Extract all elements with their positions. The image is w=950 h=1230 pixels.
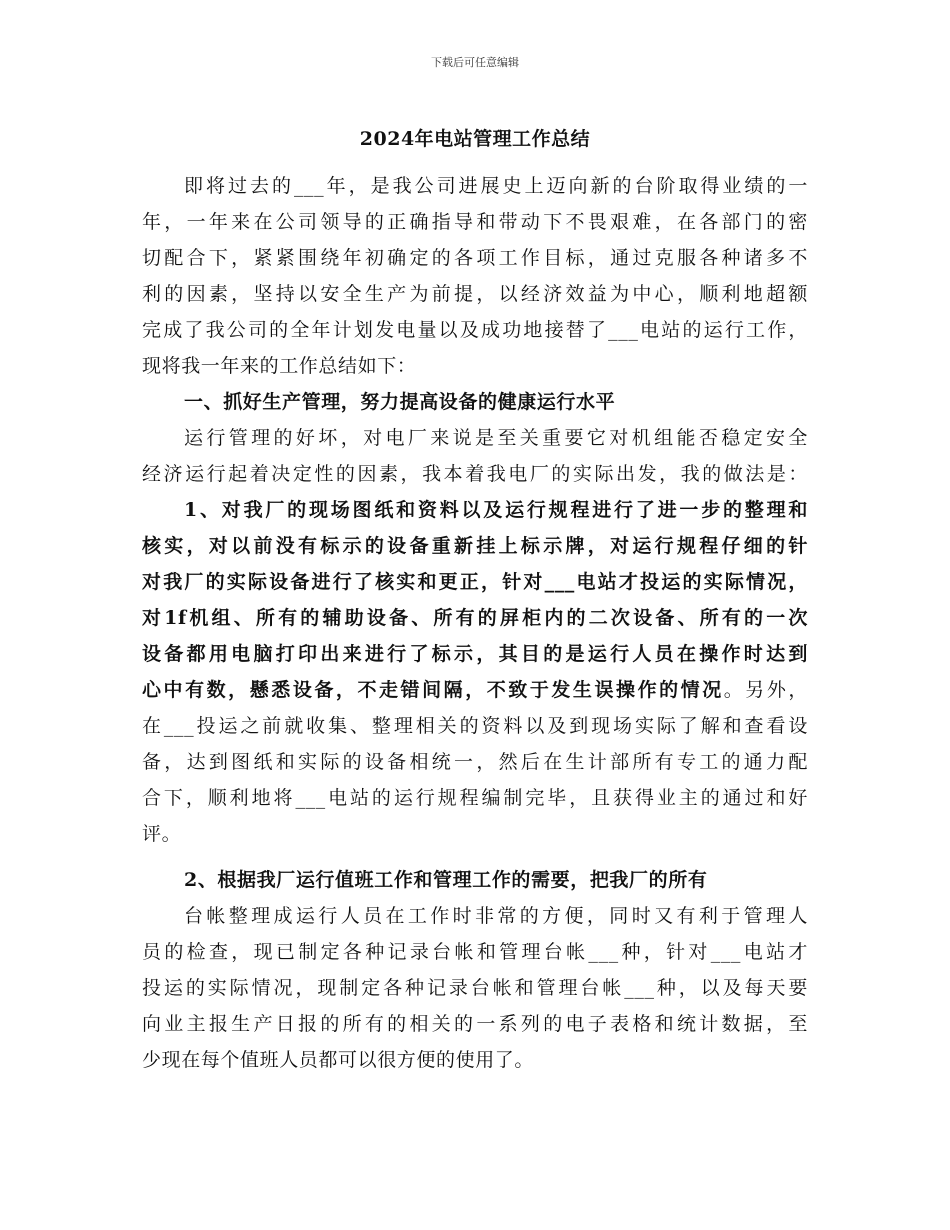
paragraph-line: 利的因素，坚持以安全生产为前提，以经济效益为中心，顺利地超额 <box>142 283 808 305</box>
paragraph-line: 在___投运之前就收集、整理相关的资料以及到现场实际了解和查看设 <box>142 715 808 737</box>
paragraph-line: 少现在每个值班人员都可以很方便的使用了。 <box>142 1049 535 1071</box>
paragraph-gap <box>142 852 808 862</box>
bold-paragraph-line: 核实，对以前没有标示的设备重新挂上标示牌，对运行规程仔细的针 <box>142 535 808 557</box>
paragraph-line: 员的检查，现已制定各种记录台帐和管理台帐___种，针对___电站才 <box>142 941 808 963</box>
paragraph-line: 投运的实际情况，现制定各种记录台帐和管理台帐___种，以及每天要 <box>142 977 808 999</box>
section-heading: 2、根据我厂运行值班工作和管理工作的需要，把我厂的所有 <box>184 869 708 891</box>
bold-paragraph-line: 对1f机组、所有的辅助设备、所有的屏柜内的二次设备、所有的一次 <box>142 607 808 629</box>
paragraph-line: 切配合下，紧紧围绕年初确定的各项工作目标，通过克服各种诸多不 <box>142 247 808 269</box>
paragraph-line: 合下，顺利地将___电站的运行规程编制完毕，且获得业主的通过和好 <box>142 787 808 809</box>
section-heading: 一、抓好生产管理，努力提高设备的健康运行水平 <box>184 391 616 413</box>
paragraph-line: 现将我一年来的工作总结如下： <box>142 355 417 377</box>
bold-text-segment: 心中有数，懸悉设备，不走错间隔，不致于发生误操作的情况 <box>142 679 724 701</box>
paragraph-line: 备，达到图纸和实际的设备相统一，然后在生计部所有专工的通力配 <box>142 751 808 773</box>
bold-paragraph-line: 1、对我厂的现场图纸和资料以及运行规程进行了进一步的整理和 <box>184 499 808 521</box>
paragraph-line: 经济运行起着决定性的因素，我本着我电厂的实际出发，我的做法是： <box>142 463 808 485</box>
download-note: 下载后可任意编辑 <box>431 56 519 69</box>
document-title: 2024年电站管理工作总结 <box>359 128 591 150</box>
paragraph-line: 年，一年来在公司领导的正确指导和带动下不畏艰难，在各部门的密 <box>142 211 808 233</box>
mixed-paragraph-line <box>142 672 808 708</box>
paragraph-line: 完成了我公司的全年计划发电量以及成功地接替了___电站的运行工作， <box>142 319 808 341</box>
paragraph-line: 运行管理的好坏，对电厂来说是至关重要它对机组能否稳定安全 <box>184 427 808 449</box>
document-body <box>142 168 808 1078</box>
paragraph-line: 评。 <box>142 823 182 845</box>
paragraph-line: 即将过去的___年，是我公司进展史上迈向新的台阶取得业绩的一 <box>184 175 808 197</box>
normal-text-segment: 。另外， <box>723 679 808 701</box>
bold-paragraph-line: 对我厂的实际设备进行了核实和更正，针对___电站才投运的实际情况， <box>142 571 808 593</box>
paragraph-line: 台帐整理成运行人员在工作时非常的方便，同时又有利于管理人 <box>184 905 808 927</box>
paragraph-line: 向业主报生产日报的所有的相关的一系列的电子表格和统计数据，至 <box>142 1013 808 1035</box>
bold-paragraph-line: 设备都用电脑打印出来进行了标示，其目的是运行人员在操作时达到 <box>142 643 808 665</box>
